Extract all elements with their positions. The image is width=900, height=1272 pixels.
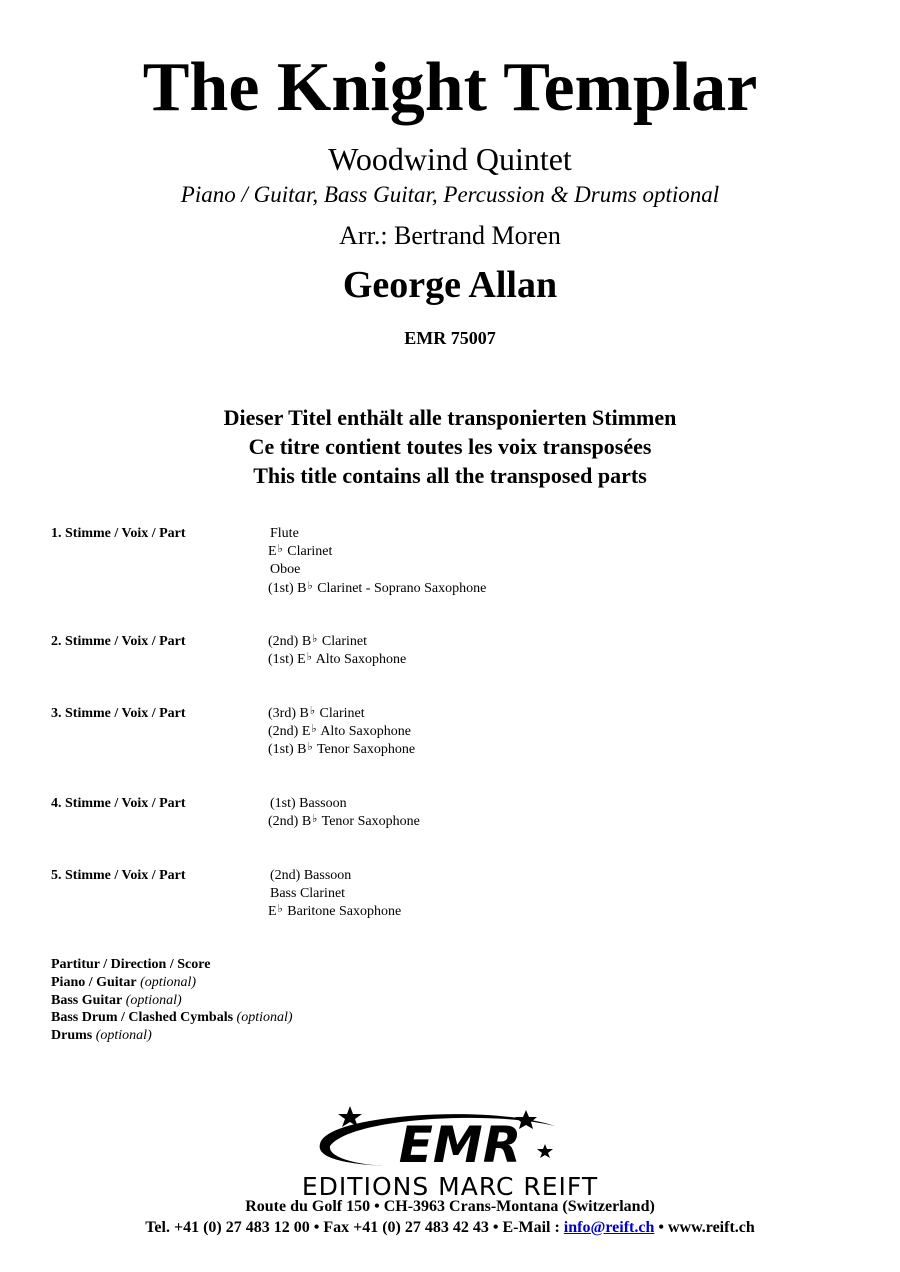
instrument-item: (2nd) B♭ Tenor Saxophone <box>268 813 420 830</box>
instrument-item: Oboe <box>270 562 301 578</box>
flat-sign: ♭ <box>277 543 283 556</box>
instrument-item: (3rd) B♭ Clarinet <box>268 705 365 721</box>
score-title: The Knight Templar <box>142 49 758 126</box>
catalog-number: EMR 75007 <box>404 328 496 348</box>
part-instruments <box>268 525 486 598</box>
instrument-item: (2nd) B♭ Clarinet <box>268 633 367 649</box>
instrument-item: (1st) B♭ Clarinet - Soprano Saxophone <box>268 579 487 596</box>
extra-part: Bass Guitar (optional) <box>51 992 182 1008</box>
instrument-item: (2nd) Bassoon <box>270 868 352 883</box>
extra-parts-list <box>51 956 293 1045</box>
publisher-address: Route du Golf 150 • CH-3963 Crans-Montana (Switzerland) <box>245 1198 655 1215</box>
instrument-item: E♭ Clarinet <box>268 543 333 560</box>
optional-instrumentation: Piano / Guitar, Bass Guitar, Percussion & Drums optional <box>180 182 720 207</box>
flat-sign: ♭ <box>277 903 283 916</box>
instrument-item: Bass Clarinet <box>270 886 346 902</box>
extra-part: Piano / Guitar (optional) <box>51 974 197 990</box>
flat-sign: ♭ <box>311 723 317 736</box>
publisher-contact: Tel. +41 (0) 27 483 12 00 • Fax +41 (0) 27 483 42 43 • E-Mail : info@reift.ch • www.reift.ch <box>145 1219 755 1236</box>
flat-sign: ♭ <box>309 705 316 717</box>
flat-sign: ♭ <box>312 633 318 645</box>
part-instruments <box>268 795 420 831</box>
instrument-item: (2nd) E♭ Alto Saxophone <box>268 723 411 740</box>
flat-sign: ♭ <box>306 651 312 664</box>
part-instruments <box>268 633 406 669</box>
notice-english: This title contains all the transposed parts <box>253 463 647 488</box>
instrument-item: (1st) Bassoon <box>270 796 347 811</box>
part-instruments <box>268 867 401 922</box>
extra-part: Drums (optional) <box>51 1028 152 1044</box>
part-label: 1. Stimme / Voix / Part <box>51 526 186 541</box>
logo-text: EMR <box>398 1116 522 1174</box>
part-label: 3. Stimme / Voix / Part <box>51 706 186 721</box>
instrument-item: (1st) B♭ Tenor Saxophone <box>268 741 416 758</box>
instrument-item: E♭ Baritone Saxophone <box>268 903 402 920</box>
flat-sign: ♭ <box>307 741 313 754</box>
extra-part: Bass Drum / Clashed Cymbals (optional) <box>51 1010 293 1026</box>
notice-french: Ce titre contient toutes les voix transposées <box>248 434 652 459</box>
publisher-name: EDITIONS MARC REIFT <box>301 1172 599 1201</box>
ensemble-subtitle: Woodwind Quintet <box>328 141 572 177</box>
instrument-item: Flute <box>270 526 299 541</box>
instrument-item: (1st) E♭ Alto Saxophone <box>268 651 407 668</box>
part-instruments <box>268 705 415 760</box>
email-link[interactable]: info@reift.ch <box>563 1219 655 1236</box>
part-label: 4. Stimme / Voix / Part <box>51 796 186 811</box>
composer: George Allan <box>342 264 558 306</box>
flat-sign: ♭ <box>307 579 313 592</box>
logo-star-small <box>537 1144 553 1158</box>
extra-part: Partitur / Direction / Score <box>51 957 211 972</box>
notice-german: Dieser Titel enthält alle transponierten Stimmen <box>223 405 677 430</box>
emr-logo <box>290 1104 620 1176</box>
part-label: 5. Stimme / Voix / Part <box>51 868 186 883</box>
flat-sign: ♭ <box>312 813 318 826</box>
arranger: Arr.: Bertrand Moren <box>339 221 561 250</box>
part-label: 2. Stimme / Voix / Part <box>51 634 186 649</box>
